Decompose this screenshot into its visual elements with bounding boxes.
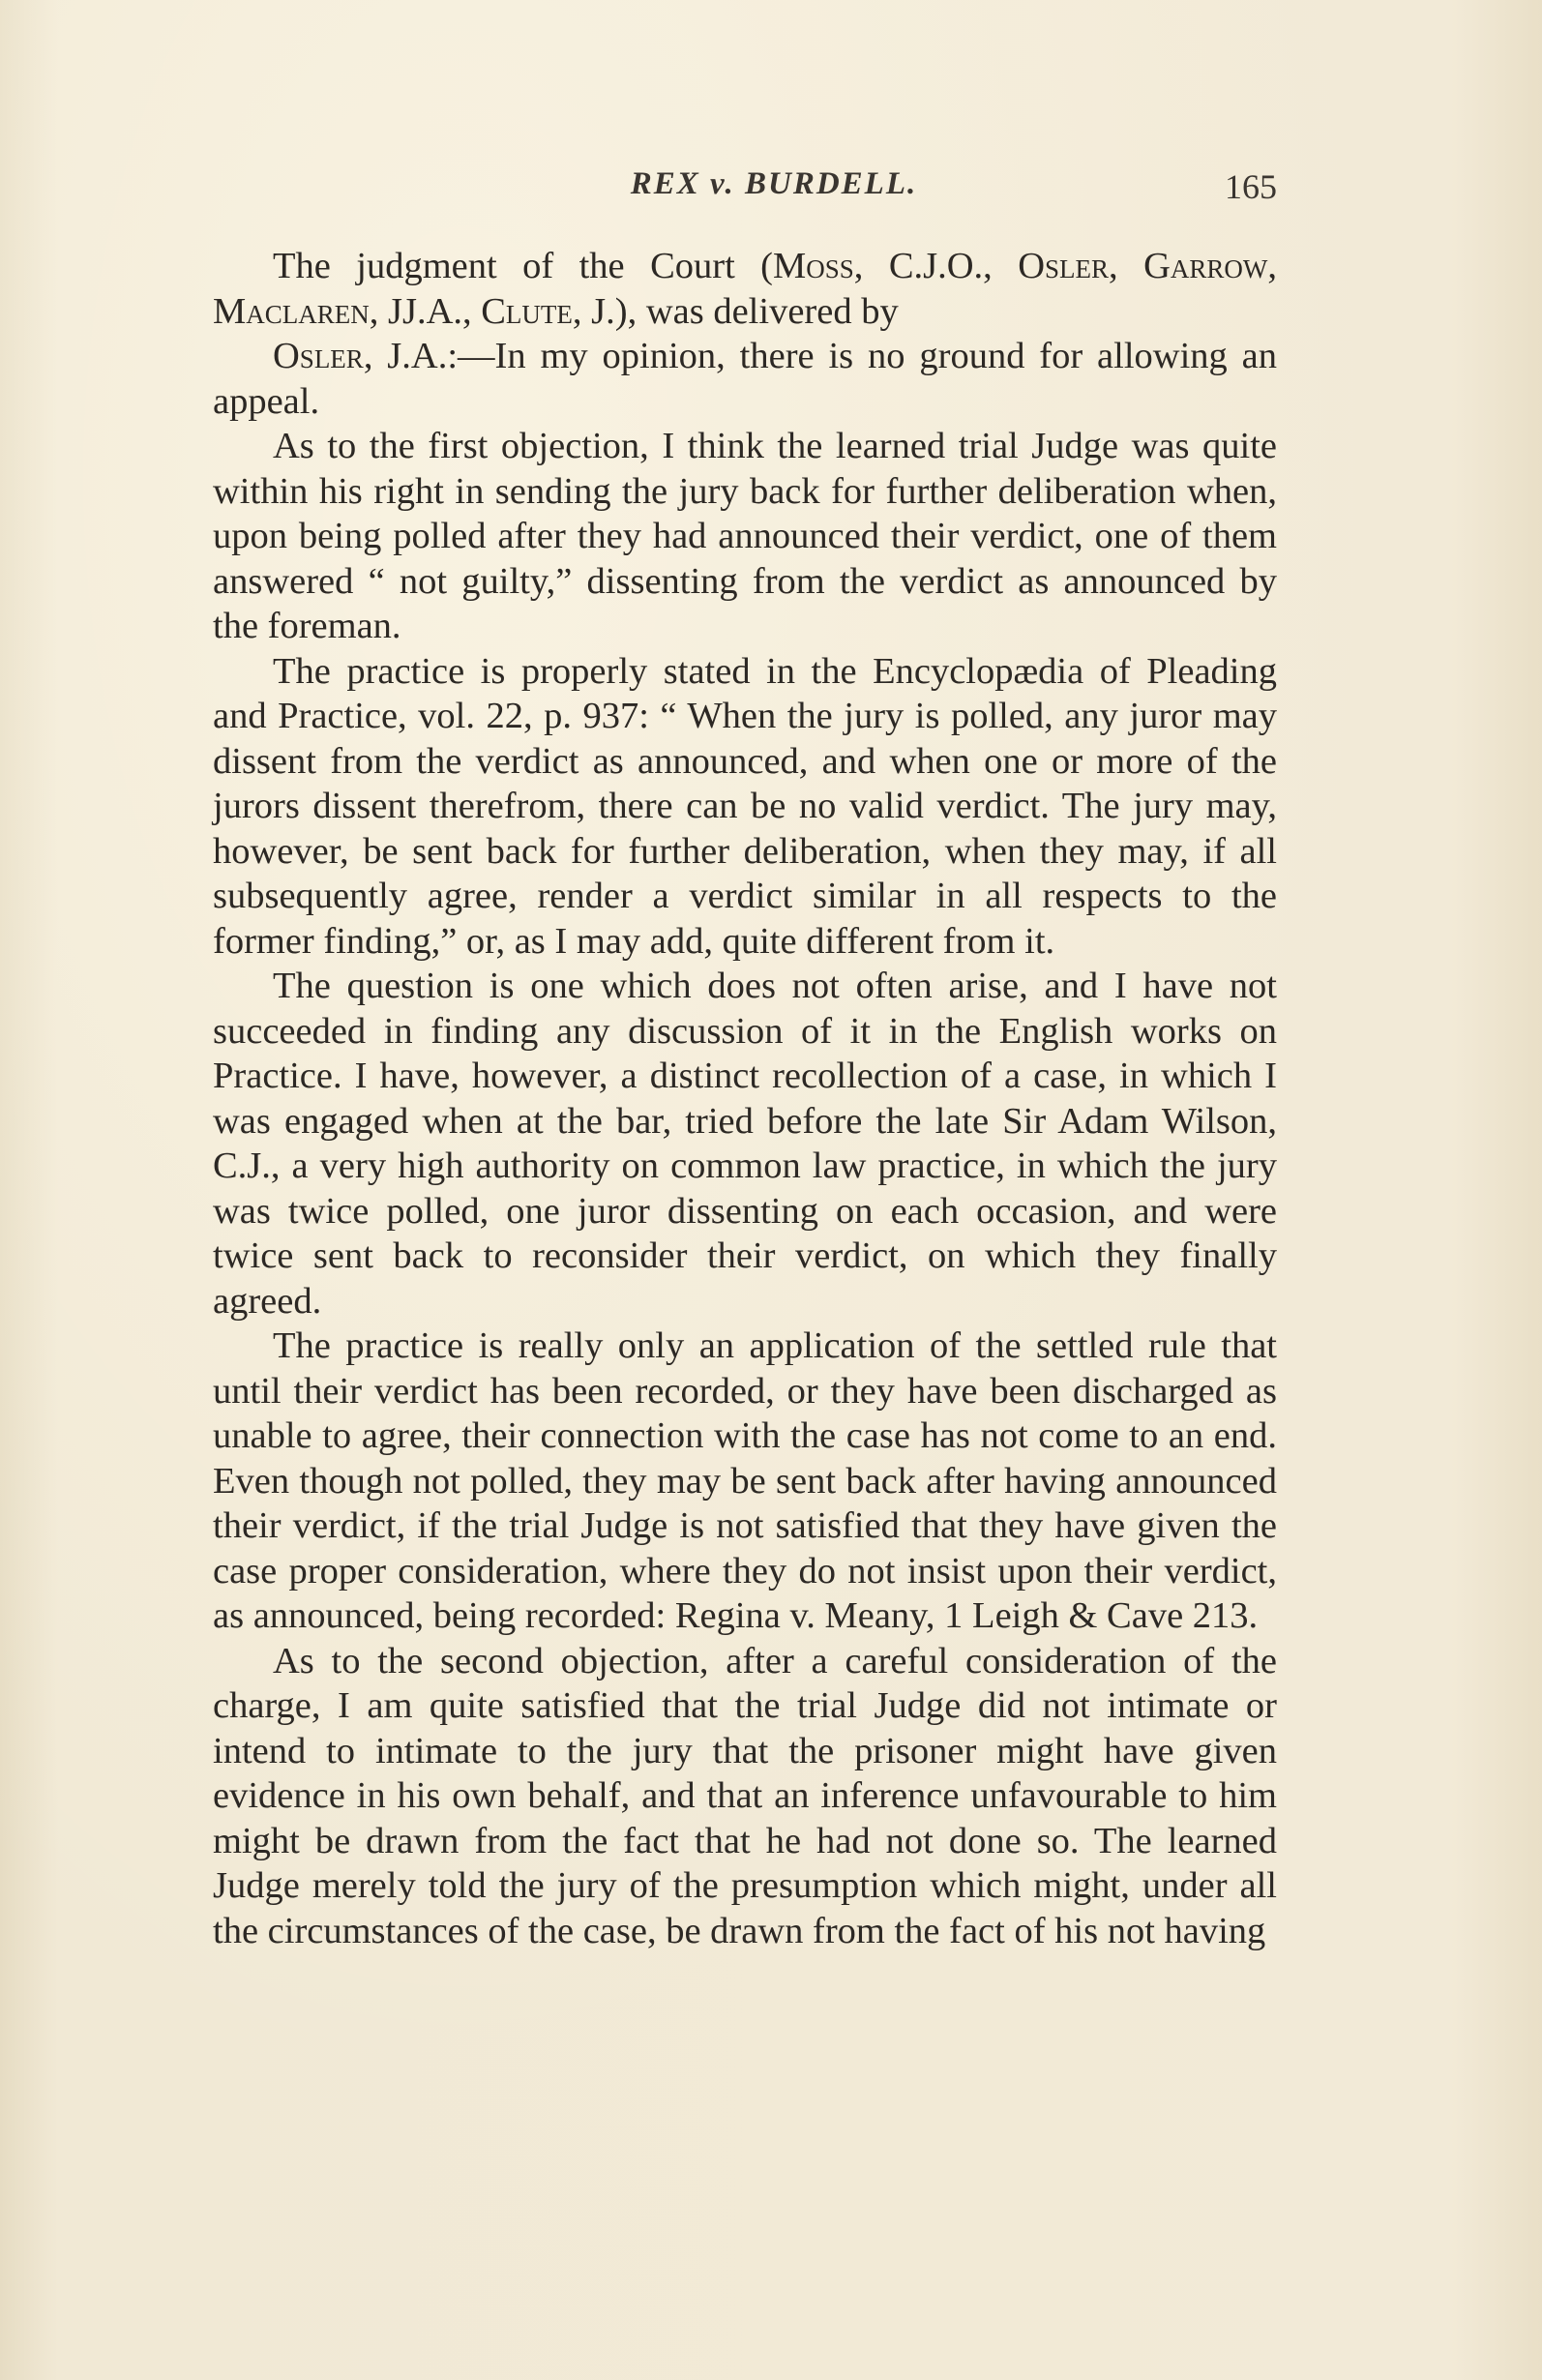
intro-text-2: ), was delivered by [614, 290, 899, 332]
opinion-opening-paragraph [213, 334, 1277, 424]
paragraph-first-objection: As to the first objection, I think the learned trial Judge was quite within his right in sending the jury back for further deliberation when, upon being polled after they had announced their verdict, one of them answered “ not guilty,” dissenting from the verdict as announced by the foreman. [213, 426, 1277, 646]
body-text [213, 244, 1277, 1953]
intro-paragraph [213, 244, 1277, 334]
intro-judges: Moss, C.J.O., Osler, Garrow, Maclaren, JJ.A., Clute, J. [213, 246, 1277, 332]
opinion-opening: :—In my opinion, there is no ground for allowing an appeal. [213, 336, 1277, 422]
opinion-speaker: Osler, J.A. [273, 336, 448, 376]
paragraph-question-recollection: The question is one which does not often arise, and I have not succeeded in finding any discussion of it in the English works on Practice. I have, however, a distinct recollection of a case, in which I was engaged when at the bar, tried before the late Sir Adam Wilson, C.J., a very high authority on common law practice, in which the jury was twice polled, one juror dissenting on each occasion, and were twice sent back to reconsider their verdict, on which they finally agreed. [213, 966, 1277, 1322]
running-title: REX v. BURDELL. [630, 166, 918, 201]
page-number: 165 [1225, 167, 1277, 206]
running-head [271, 166, 1277, 215]
intro-text-1: The judgment of the Court ( [273, 246, 774, 286]
paragraph-settled-rule: The practice is really only an application of the settled rule that until their verdict has been recorded, or they have been discharged as unable to agree, their connection with the case has not come to an end. Even though not polled, they may be sent back after having announced their verdict, if the trial Judge is not satisfied that they have given the case proper consideration, where they do not insist upon their verdict, as announced, being recorded: Regina v. Meany, 1 Leigh & Cave 213. [213, 1325, 1277, 1636]
paragraph-second-objection: As to the second objection, after a careful consideration of the charge, I am quite satisfied that the trial Judge did not intimate or intend to intimate to the jury that the prisoner might have given evidence in his own behalf, and that an inference unfavourable to him might be drawn from the fact that he had not done so. The learned Judge merely told the jury of the presumption which might, under all the circumstances of the case, be drawn from the fact of his not having [213, 1640, 1277, 1951]
paragraph-practice-encyclopaedia: The practice is properly stated in the Encyclopædia of Pleading and Practice, vol. 22, p. 937: “ When the jury is polled, any juror may dissent from the verdict as announced, and when one or more of the jurors dissent therefrom, there can be no valid verdict. The jury may, however, be sent back for further deliberation, when they may, if all subsequently agree, render a verdict similar in all respects to the former finding,” or, as I may add, quite different from it. [213, 650, 1277, 962]
